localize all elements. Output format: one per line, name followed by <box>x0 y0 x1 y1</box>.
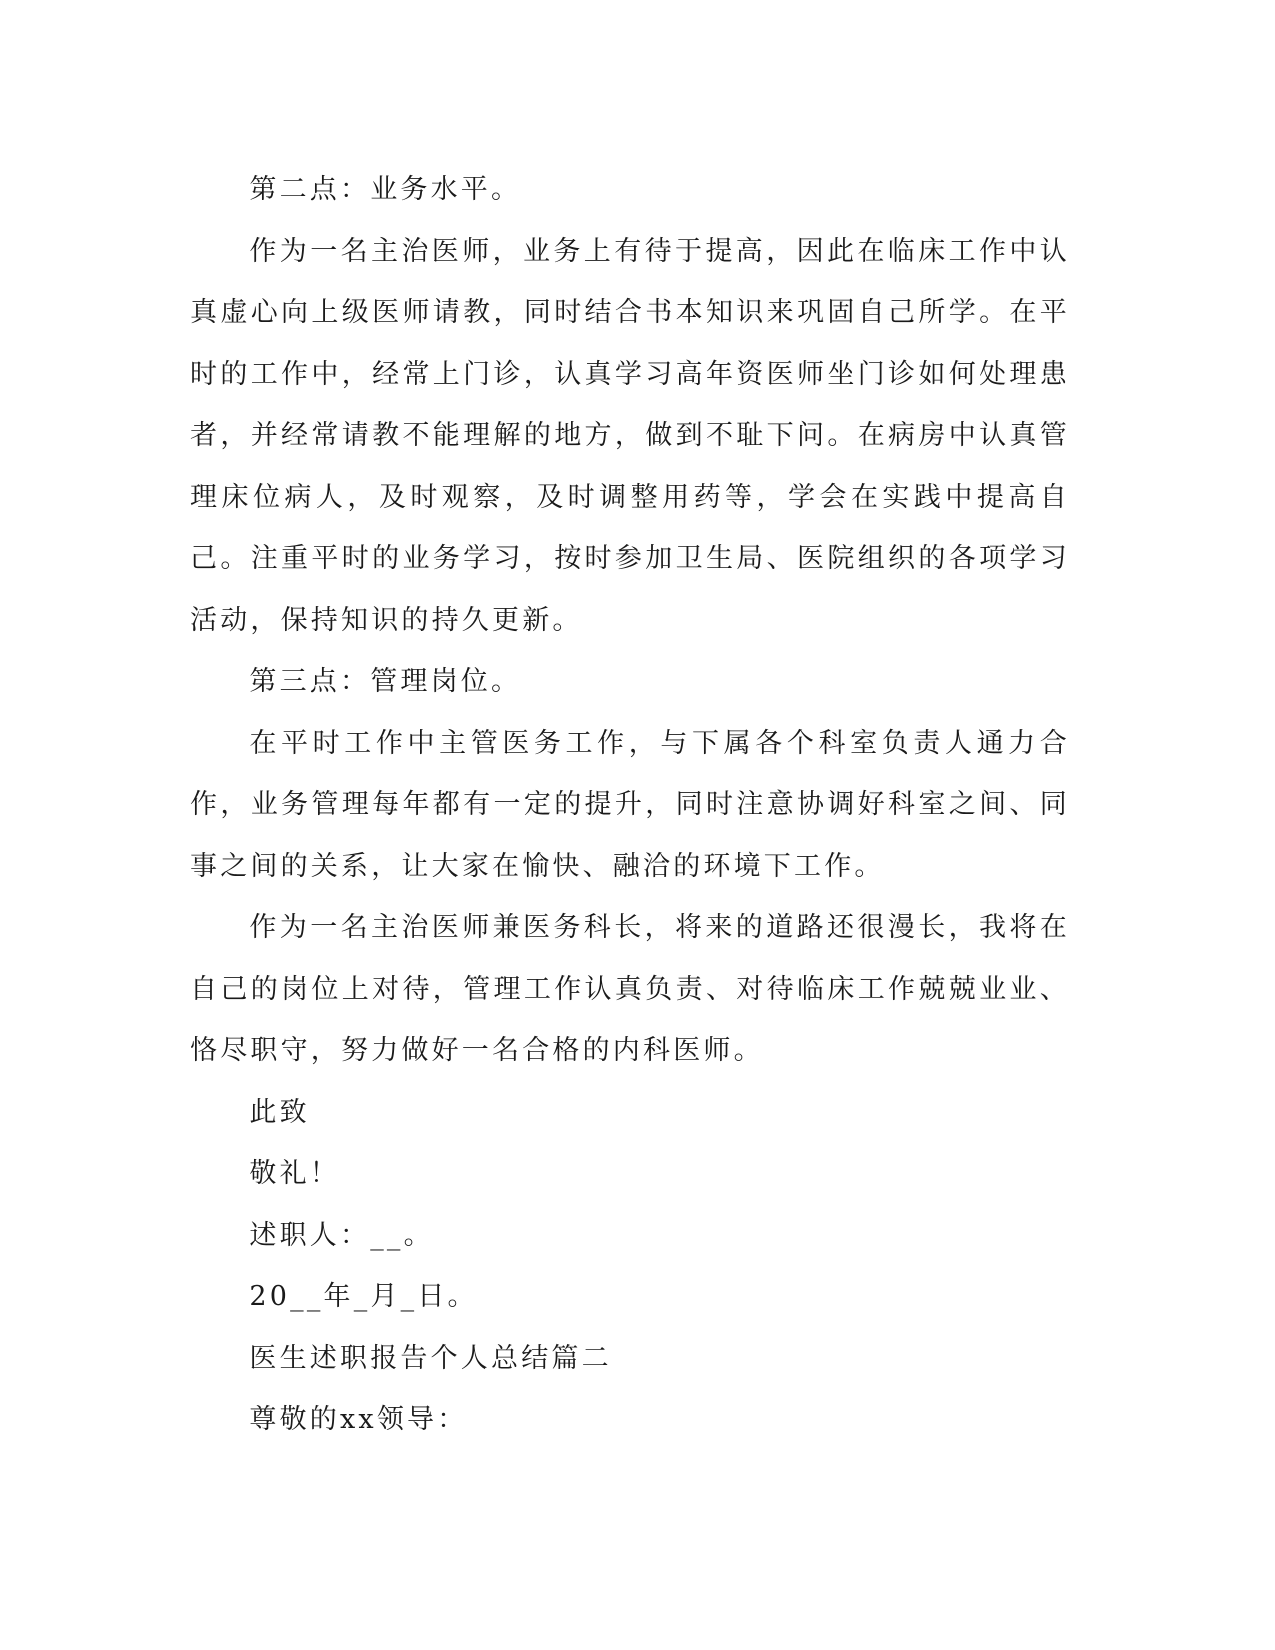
document-body <box>190 159 1070 1451</box>
reporter-signature-line: 述职人：__。 <box>249 1219 434 1251</box>
section-heading-management: 第三点：管理岗位。 <box>249 666 522 697</box>
paragraph-conclusion: 作为一名主治医师兼医务科长，将来的道路还很漫长，我将在自己的岗位上对待，管理工作认真负责、对待临床工作兢兢业业、恪尽职守，努力做好一名合格的内科医师。 <box>190 912 1070 1066</box>
section-heading-business-level: 第二点：业务水平。 <box>249 174 522 205</box>
closing-salutation: 此致 <box>249 1096 310 1128</box>
paragraph-management: 在平时工作中主管医务工作，与下属各个科室负责人通力合作，业务管理每年都有一定的提升，同时注意协调好科室之间、同事之间的关系，让大家在愉快、融洽的环境下工作。 <box>190 727 1070 882</box>
section-title-part-two: 医生述职报告个人总结篇二 <box>249 1342 612 1374</box>
greeting-line: 尊敬的xx领导： <box>249 1404 468 1435</box>
closing-regards: 敬礼！ <box>249 1158 340 1189</box>
paragraph-business-level: 作为一名主治医师，业务上有待于提高，因此在临床工作中认真虚心向上级医师请教，同时结合书本知识来巩固自己所学。在平时的工作中，经常上门诊，认真学习高年资医师坐门诊如何处理患者，并经常请教不能理解的地方，做到不耻下问。在病房中认真管理床位病人，及时观察，及时调整用药等，学会在实践中提高自己。注重平时的业务学习，按时参加卫生局、医院组织的各项学习活动，保持知识的持久更新。 <box>190 235 1070 636</box>
date-line: 20__年_月_日。 <box>249 1281 478 1312</box>
